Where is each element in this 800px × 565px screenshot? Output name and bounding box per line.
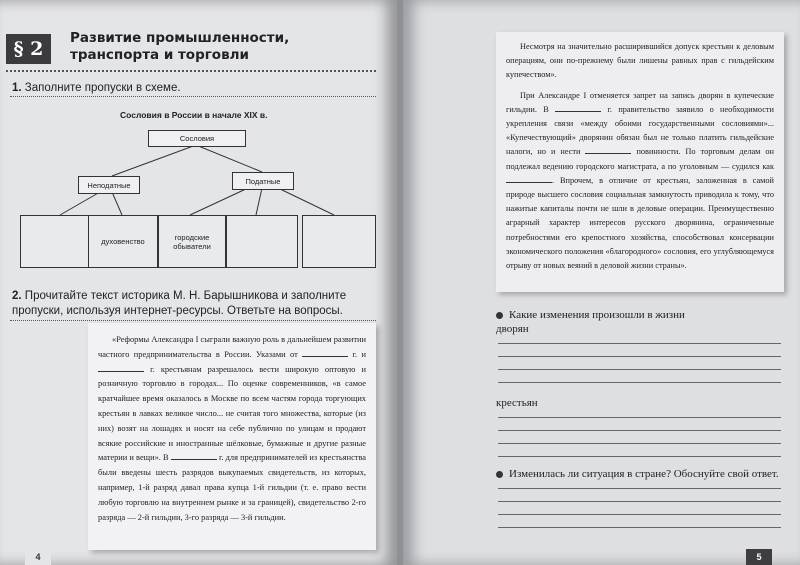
fill-blank[interactable] [585, 145, 631, 154]
task-1-text: Заполните пропуски в схеме. [24, 82, 181, 94]
fill-blank[interactable] [555, 103, 601, 112]
task-2-line2: пропуски, используя интернет-ресурсы. Ответьте на вопросы. [12, 305, 343, 317]
quote-text: г. для предпринимателей из крестьянства были введены шесть разрядов выкупаемых свидетельств, из которых, например, 1-й разряд давал права купца 1-й гильдии (т. е. право вести любую торговлю на внутреннем рынке и за границей), свидетельство 2-го разряда — 2-й гильдии, 3-го разряда — 3-й гильдии. [98, 453, 367, 522]
diagram-leaf-5[interactable] [302, 215, 376, 268]
diagram-leaf-3: городские обыватели [158, 215, 226, 268]
task-2-line1: Прочитайте текст историка М. Н. Барышникова и заполните [24, 290, 347, 302]
right-page [403, 0, 800, 565]
quote-text: повинности. По торговым делам он подлежал ведению городского магистрата, а по уголовным — судился как [506, 147, 774, 171]
answer-line[interactable] [498, 430, 781, 431]
section-badge: § 2 [6, 34, 51, 64]
quote-text: г. правительство заявило о необходимости укрепления связи «между обоими государственными сословиями»... «Купечествующий» дворянин обязан был не только платить гильдейские налоги, но и нести [506, 104, 774, 157]
quote-paragraph-1: Несмотря на значительно расширившийся допуск крестьян к деловым операциям, они по-прежнему были лишены равных прав с гильдейским купечеством». [506, 42, 774, 80]
answer-line[interactable] [498, 382, 781, 383]
quote-text: При Александре I отменяется запрет на запись дворян в купеческие гильдии. В [506, 90, 774, 114]
divider [10, 320, 376, 321]
task-2-number: 2. [12, 290, 22, 302]
label-nobles: дворян [496, 323, 529, 335]
bullet-icon [496, 312, 503, 319]
diagram-root: Сословия [148, 130, 246, 147]
diagram-leaf-1[interactable] [20, 215, 97, 268]
diagram-leaf-4[interactable] [226, 215, 298, 268]
answer-line[interactable] [498, 501, 781, 502]
task-2 [12, 289, 346, 319]
historian-quote-right [496, 32, 784, 292]
fill-blank[interactable] [302, 348, 348, 357]
quote-text: «Реформы Александра I сыграли важную роль в дальнейшем развитии частного предпринимательства в России. Указами от [98, 335, 366, 359]
answer-line[interactable] [498, 527, 781, 528]
question-1 [496, 309, 685, 321]
diagram-branch-left: Неподатные [78, 176, 140, 194]
answer-line[interactable] [498, 343, 781, 344]
bullet-icon [496, 471, 503, 478]
section-title-line2: транспорта и торговли [70, 47, 249, 63]
left-page [0, 0, 397, 565]
question-2 [496, 468, 779, 480]
diagram-title: Сословия в России в начале XIX в. [120, 110, 268, 120]
question-1-text: Какие изменения произошли в жизни [509, 309, 685, 321]
quote-text: г. и [352, 349, 366, 359]
historian-quote-left [88, 323, 376, 550]
answer-line[interactable] [498, 514, 781, 515]
diagram-branch-right: Податные [232, 172, 294, 190]
answer-line[interactable] [498, 369, 781, 370]
answer-line[interactable] [498, 443, 781, 444]
question-2-text: Изменилась ли ситуация в стране? Обоснуйте свой ответ. [509, 468, 779, 480]
quote-text: г. крестьянам разрешалось вести широкую оптовую и розничную торговлю в городах... По оценке современников, «в самое кратчайшее время оказалось в Москве по всем частям города торгующих крестьян в лавках великое число... не считая того множества, которые (из них) возят на лошадях и носят на себе публично по улицам и продают всякие российские и иностранные шёлковые, бумажные и другие разные материи и вещи». В [98, 364, 366, 463]
quote-text: . Впрочем, в отличие от крестьян, заложенная в самой природе высшего сословия социальная замкнутость приводила к тому, что нажитые капиталы почти не шли в деловые операции. Преимущественно аграрный характер интересов русского дворянина, ограниченные потребностями его крепостного хозяйства, способствовал консервации экономического положения «благородного» сословия, его углубляющемуся отрыву от новых веяний в деловой жизни страны». [506, 175, 774, 271]
answer-line[interactable] [498, 417, 781, 418]
label-peasants: крестьян [496, 397, 538, 409]
page-number-right: 5 [746, 549, 772, 565]
diagram-leaf-2: духовенство [88, 215, 158, 268]
fill-blank[interactable] [171, 451, 217, 460]
answer-line[interactable] [498, 488, 781, 489]
task-1-number: 1. [12, 82, 22, 94]
fill-blank[interactable] [98, 363, 144, 372]
answer-line[interactable] [498, 356, 781, 357]
page-number-left: 4 [25, 549, 51, 565]
answer-line[interactable] [498, 456, 781, 457]
section-title-line1: Развитие промышленности, [70, 30, 290, 46]
fill-blank[interactable] [506, 174, 552, 183]
